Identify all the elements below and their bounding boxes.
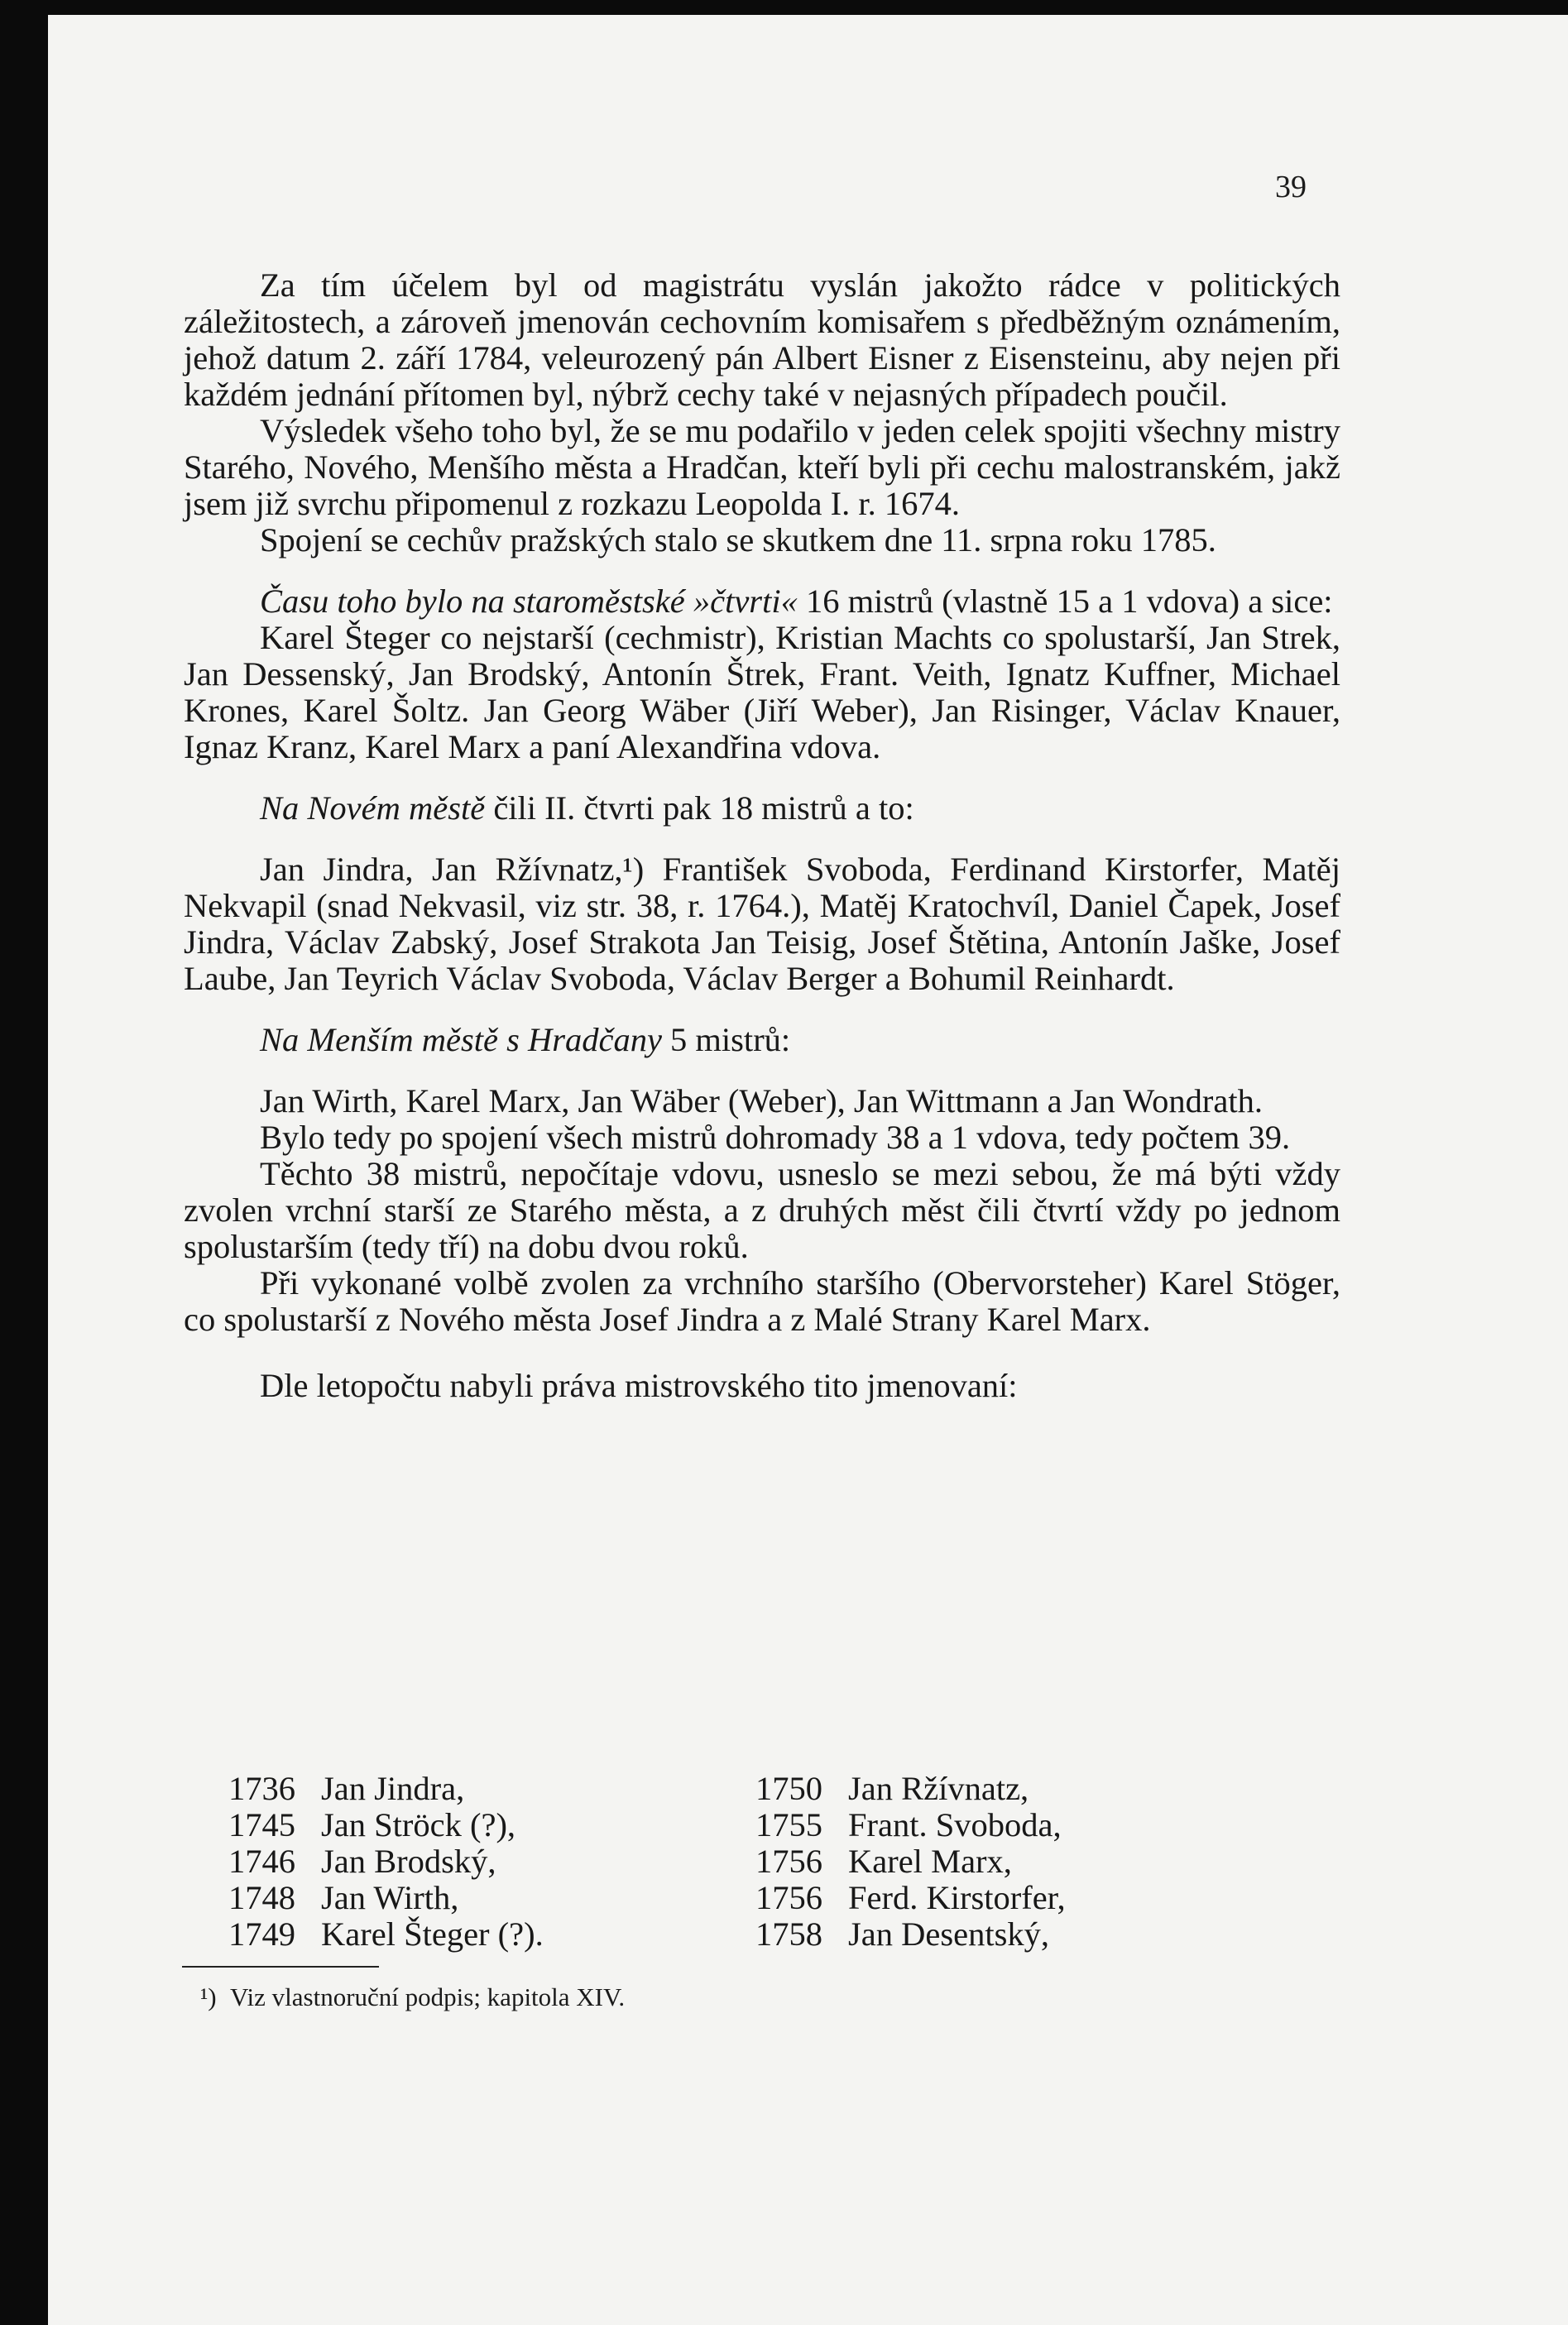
list-item: [755, 1916, 1252, 1953]
list-year: 1745: [228, 1806, 295, 1843]
list-year: 1755: [755, 1806, 822, 1843]
list-name: Ferd. Kirstorfer,: [848, 1879, 1066, 1916]
section-lead-rest: čili II. čtvrti pak 18 mistrů a to:: [485, 789, 914, 827]
paragraph: Při vykonané volbě zvolen za vrchního staršího (Obervorsteher) Karel Stöger, co spolustarší z Nového města Josef Jindra a z Malé Strany Karel Marx.: [184, 1264, 1340, 1338]
list-year: 1749: [228, 1915, 295, 1953]
paragraph: Těchto 38 mistrů, nepočítaje vdovu, usneslo se mezi sebou, že má býti vždy zvolen vrchní starší ze Starého města, a z druhých měst čili čtvrtí vždy po jednom spolustarším (tedy tří) na dobu dvou roků.: [184, 1155, 1340, 1265]
section-names: Jan Wirth, Karel Marx, Jan Wäber (Weber), Jan Wittmann a Jan Wondrath.: [260, 1082, 1263, 1119]
list-year: 1748: [228, 1879, 295, 1916]
paragraph: Bylo tedy po spojení všech mistrů dohromady 38 a 1 vdova, tedy počtem 39.: [260, 1119, 1291, 1156]
book-page: [48, 15, 1568, 2325]
section-lead-italic: Na Menším městě s Hradčany: [260, 1021, 662, 1058]
list-item: [228, 1807, 725, 1843]
paragraph: Spojení se cechův pražských stalo se skutkem dne 11. srpna roku 1785.: [260, 521, 1216, 558]
list-name: Karel Marx,: [848, 1843, 1012, 1880]
section-lead-italic: Na Novém městě: [260, 789, 486, 827]
section-lead: [184, 583, 1340, 620]
footnote: [200, 1982, 626, 2012]
list-item: [228, 1771, 725, 1807]
list-item: [228, 1843, 725, 1880]
paragraph: Za tím účelem byl od magistrátu vyslán jakožto rádce v politických záležitostech, a zároveň jmenován cechovním komisařem s předběžným oznámením, jehož datum 2. září 1784, veleurozený pán Albert Eisner z Eisensteinu, aby nejen při každém jednání přítomen byl, nýbrž cechy také v nejasných případech poučil.: [184, 266, 1340, 413]
section-lead-italic: Času toho bylo na staroměstské »čtvrti«: [260, 582, 798, 620]
list-name: Jan Wirth,: [321, 1879, 459, 1916]
list-intro: Dle letopočtu nabyli práva mistrovského tito jmenovaní:: [260, 1367, 1018, 1404]
section-lead-rest: 5 mistrů:: [661, 1021, 791, 1058]
list-year: 1750: [755, 1770, 822, 1807]
paragraph: Výsledek všeho toho byl, že se mu podařilo v jeden celek spojiti všechny mistry Starého, Nového, Menšího města a Hradčan, kteří byli při cechu malostranském, jakž jsem již svrchu připomenul z rozkazu Leopolda I. r. 1674.: [184, 412, 1340, 522]
list-year: 1758: [755, 1915, 822, 1953]
list-name: Jan Jindra,: [321, 1770, 465, 1807]
list-year: 1756: [755, 1879, 822, 1916]
section-names: Karel Šteger co nejstarší (cechmistr), Kristian Machts co spolustarší, Jan Strek, Jan Dessenský, Jan Brodský, Antonín Štrek, Frant. Veith, Ignatz Kuffner, Michael Krones, Karel Šoltz. Jan Georg Wäber (Jiří Weber), Jan Risinger, Václav Knauer, Ignaz Kranz, Karel Marx a paní Alexandřina vdova.: [184, 619, 1340, 765]
list-name: Jan Ržívnatz,: [848, 1770, 1029, 1807]
list-item: [228, 1880, 725, 1916]
list-year: 1746: [228, 1843, 295, 1880]
section-lead-rest: 16 mistrů (vlastně 15 a 1 vdova) a sice:: [797, 582, 1333, 620]
list-column-left: [228, 1771, 725, 1953]
section-names: Jan Jindra, Jan Ržívnatz,¹) František Svoboda, Ferdinand Kirstorfer, Matěj Nekvapil (snad Nekvasil, viz str. 38, r. 1764.), Matěj Kratochvíl, Daniel Čapek, Josef Jindra, Václav Zabský, Josef Strakota Jan Teisig, Josef Štětina, Antonín Jaške, Josef Laube, Jan Teyrich Václav Svoboda, Václav Berger a Bohumil Reinhardt.: [184, 851, 1340, 997]
footnote-mark: ¹): [200, 1982, 217, 2011]
list-item: [755, 1807, 1252, 1843]
scan-left-border: [0, 0, 48, 2325]
list-item: [755, 1843, 1252, 1880]
footnote-text: Viz vlastnoruční podpis; kapitola XIV.: [230, 1982, 626, 2011]
section-lead: [184, 1022, 1340, 1058]
page-number: 39: [1275, 170, 1307, 204]
list-item: [755, 1771, 1252, 1807]
list-name: Karel Šteger (?).: [321, 1915, 544, 1953]
list-year: 1736: [228, 1770, 295, 1807]
footnote-divider: [182, 1966, 379, 1968]
list-name: Jan Brodský,: [321, 1843, 496, 1880]
list-item: [755, 1880, 1252, 1916]
list-year: 1756: [755, 1843, 822, 1880]
list-item: [228, 1916, 725, 1953]
body-text: [184, 267, 1340, 1404]
section-lead: [184, 790, 1340, 827]
list-name: Jan Ströck (?),: [321, 1806, 516, 1843]
list-name: Frant. Svoboda,: [848, 1806, 1062, 1843]
list-name: Jan Desentský,: [848, 1915, 1049, 1953]
list-column-right: [755, 1771, 1252, 1953]
